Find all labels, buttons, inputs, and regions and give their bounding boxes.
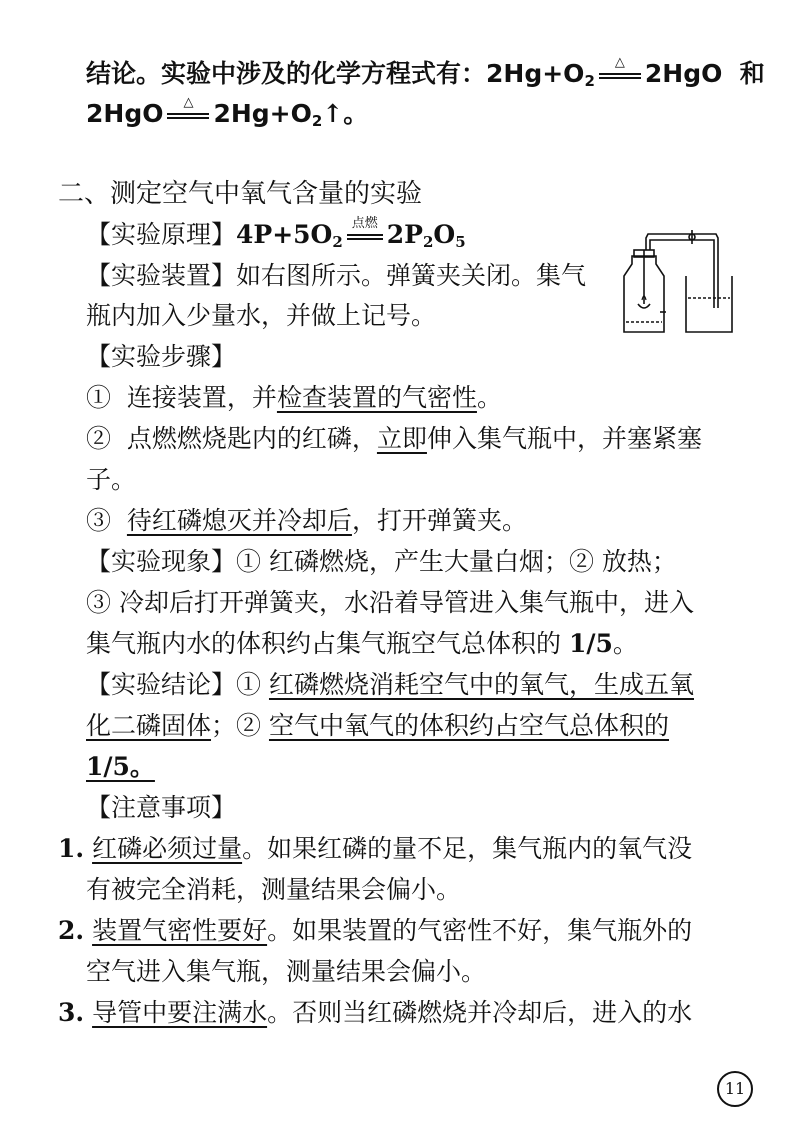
- phenomena-line-1: [86, 544, 677, 580]
- principle-eq-left-sub: 2: [332, 233, 343, 251]
- note-2-num: 2.: [58, 916, 85, 945]
- note-2-text: 。如果装置的气密性不好，集气瓶外的: [267, 916, 693, 945]
- apparatus-diagram: [620, 228, 740, 340]
- heat-condition-sign: △: [165, 98, 211, 122]
- step-1-underlined: 检查装置的气密性: [276, 383, 477, 412]
- phenomena-text-3-end: 。: [612, 629, 638, 658]
- step-2-cont: 子。: [86, 465, 137, 494]
- section-heading: 二、测定空气中氧气含量的实验: [58, 179, 423, 209]
- equation-2-right-sub: 2: [311, 112, 323, 130]
- heat-condition-sign: △: [597, 58, 643, 82]
- note-3-text: 。否则当红磷燃烧并冷却后，进入的水: [267, 998, 693, 1027]
- principle-tag: 【实验原理】: [86, 220, 237, 249]
- note-1-num: 1.: [58, 834, 85, 863]
- note-1-text: 。如果红磷的量不足，集气瓶内的氧气没: [242, 834, 693, 863]
- delivery-tube: [646, 234, 718, 308]
- note-2-underlined: 装置气密性要好: [92, 916, 268, 945]
- note-3: [58, 995, 692, 1031]
- page-number: 11: [717, 1071, 753, 1107]
- conclusion-separator: ；②: [211, 711, 269, 740]
- note-2: [58, 913, 692, 949]
- note-3-underlined: 导管中要注满水: [92, 998, 268, 1027]
- conclusion-underlined-2b: 1/5。: [86, 752, 155, 781]
- conclusion-line-3: [86, 749, 155, 785]
- steps-tag: 【实验步骤】: [86, 342, 237, 371]
- and-word: 和: [739, 59, 765, 88]
- phenomena-tag: 【实验现象】: [86, 547, 237, 576]
- note-1-underlined: 红磷必须过量: [92, 834, 243, 863]
- step-2: [86, 421, 702, 457]
- phenomena-text-3: 集气瓶内水的体积约占集气瓶空气总体积的: [86, 629, 569, 658]
- principle-eq-right-sub2: 5: [455, 233, 466, 251]
- intro-text: 结论。实验中涉及的化学方程式有：: [86, 59, 487, 88]
- phenomena-line-3: [86, 626, 638, 662]
- step-1-num: ①: [86, 383, 112, 412]
- apparatus-line-1: [86, 258, 586, 294]
- step-2-text-a: 点燃燃烧匙内的红磷，: [126, 424, 377, 453]
- equation-1-left-sub: 2: [584, 72, 595, 90]
- ignite-condition-sign: 点燃: [345, 219, 385, 243]
- equation-1-right: 2HgO: [644, 59, 723, 88]
- note-1-cont: 有被完全消耗，测量结果会偏小。: [86, 875, 462, 904]
- apparatus-tag: 【实验装置】: [86, 261, 237, 290]
- step-2-num: ②: [86, 424, 112, 453]
- note-2-cont: 空气进入集气瓶，测量结果会偏小。: [86, 957, 487, 986]
- beaker: [686, 276, 732, 332]
- conclusion-line-2: [86, 708, 669, 744]
- apparatus-text-1: 如右图所示。弹簧夹关闭。集气: [236, 261, 587, 290]
- notes-tag: 【注意事项】: [86, 793, 237, 822]
- principle-eq-right: 2P: [386, 220, 423, 249]
- equation-1-left: 2Hg+O: [486, 59, 585, 88]
- conclusion-underlined-2: 空气中氧气的体积约占空气总体积的: [268, 711, 669, 740]
- phenomena-line-2: ③ 冷却后打开弹簧夹，水沿着导管进入集气瓶中，进入: [86, 588, 694, 617]
- apparatus-line-2: 瓶内加入少量水，并做上记号。: [86, 301, 437, 330]
- intro-line-2: [86, 96, 368, 139]
- note-3-num: 3.: [58, 998, 85, 1027]
- step-3: [86, 503, 527, 539]
- step-2-underlined: 立即: [376, 424, 427, 453]
- conclusion-underlined-1: 红磷燃烧消耗空气中的氧气，生成五氧: [268, 670, 694, 699]
- equation-2-left: 2HgO: [86, 99, 164, 128]
- step-1: [86, 380, 502, 416]
- principle-eq-left: 4P+5O: [236, 220, 333, 249]
- principle-line: [86, 217, 466, 260]
- intro-line-1: [86, 56, 765, 99]
- phenomena-fraction: 1/5: [568, 629, 613, 658]
- principle-eq-right-b: O: [433, 220, 456, 249]
- phenomena-text-1: ① 红磷燃烧，产生大量白烟；② 放热；: [236, 547, 677, 576]
- conclusion-tag: 【实验结论】: [86, 670, 237, 699]
- conclusion-underlined-1b: 化二磷固体: [86, 711, 212, 740]
- step-3-num: ③: [86, 506, 112, 535]
- equation-2-right: 2Hg+O: [213, 99, 312, 128]
- step-1-text-a: 连接装置，并: [126, 383, 277, 412]
- conclusion-line-1: [86, 667, 694, 703]
- step-3-underlined: 待红磷熄灭并冷却后: [126, 506, 352, 535]
- step-1-text-b: 。: [476, 383, 502, 412]
- step-2-text-b: 伸入集气瓶中，并塞紧塞: [426, 424, 702, 453]
- note-1: [58, 831, 692, 867]
- equation-2-end: ↑。: [322, 99, 369, 128]
- principle-eq-right-sub1: 2: [422, 233, 434, 251]
- step-3-text-b: ，打开弹簧夹。: [351, 506, 527, 535]
- conclusion-num-1: ①: [236, 670, 269, 699]
